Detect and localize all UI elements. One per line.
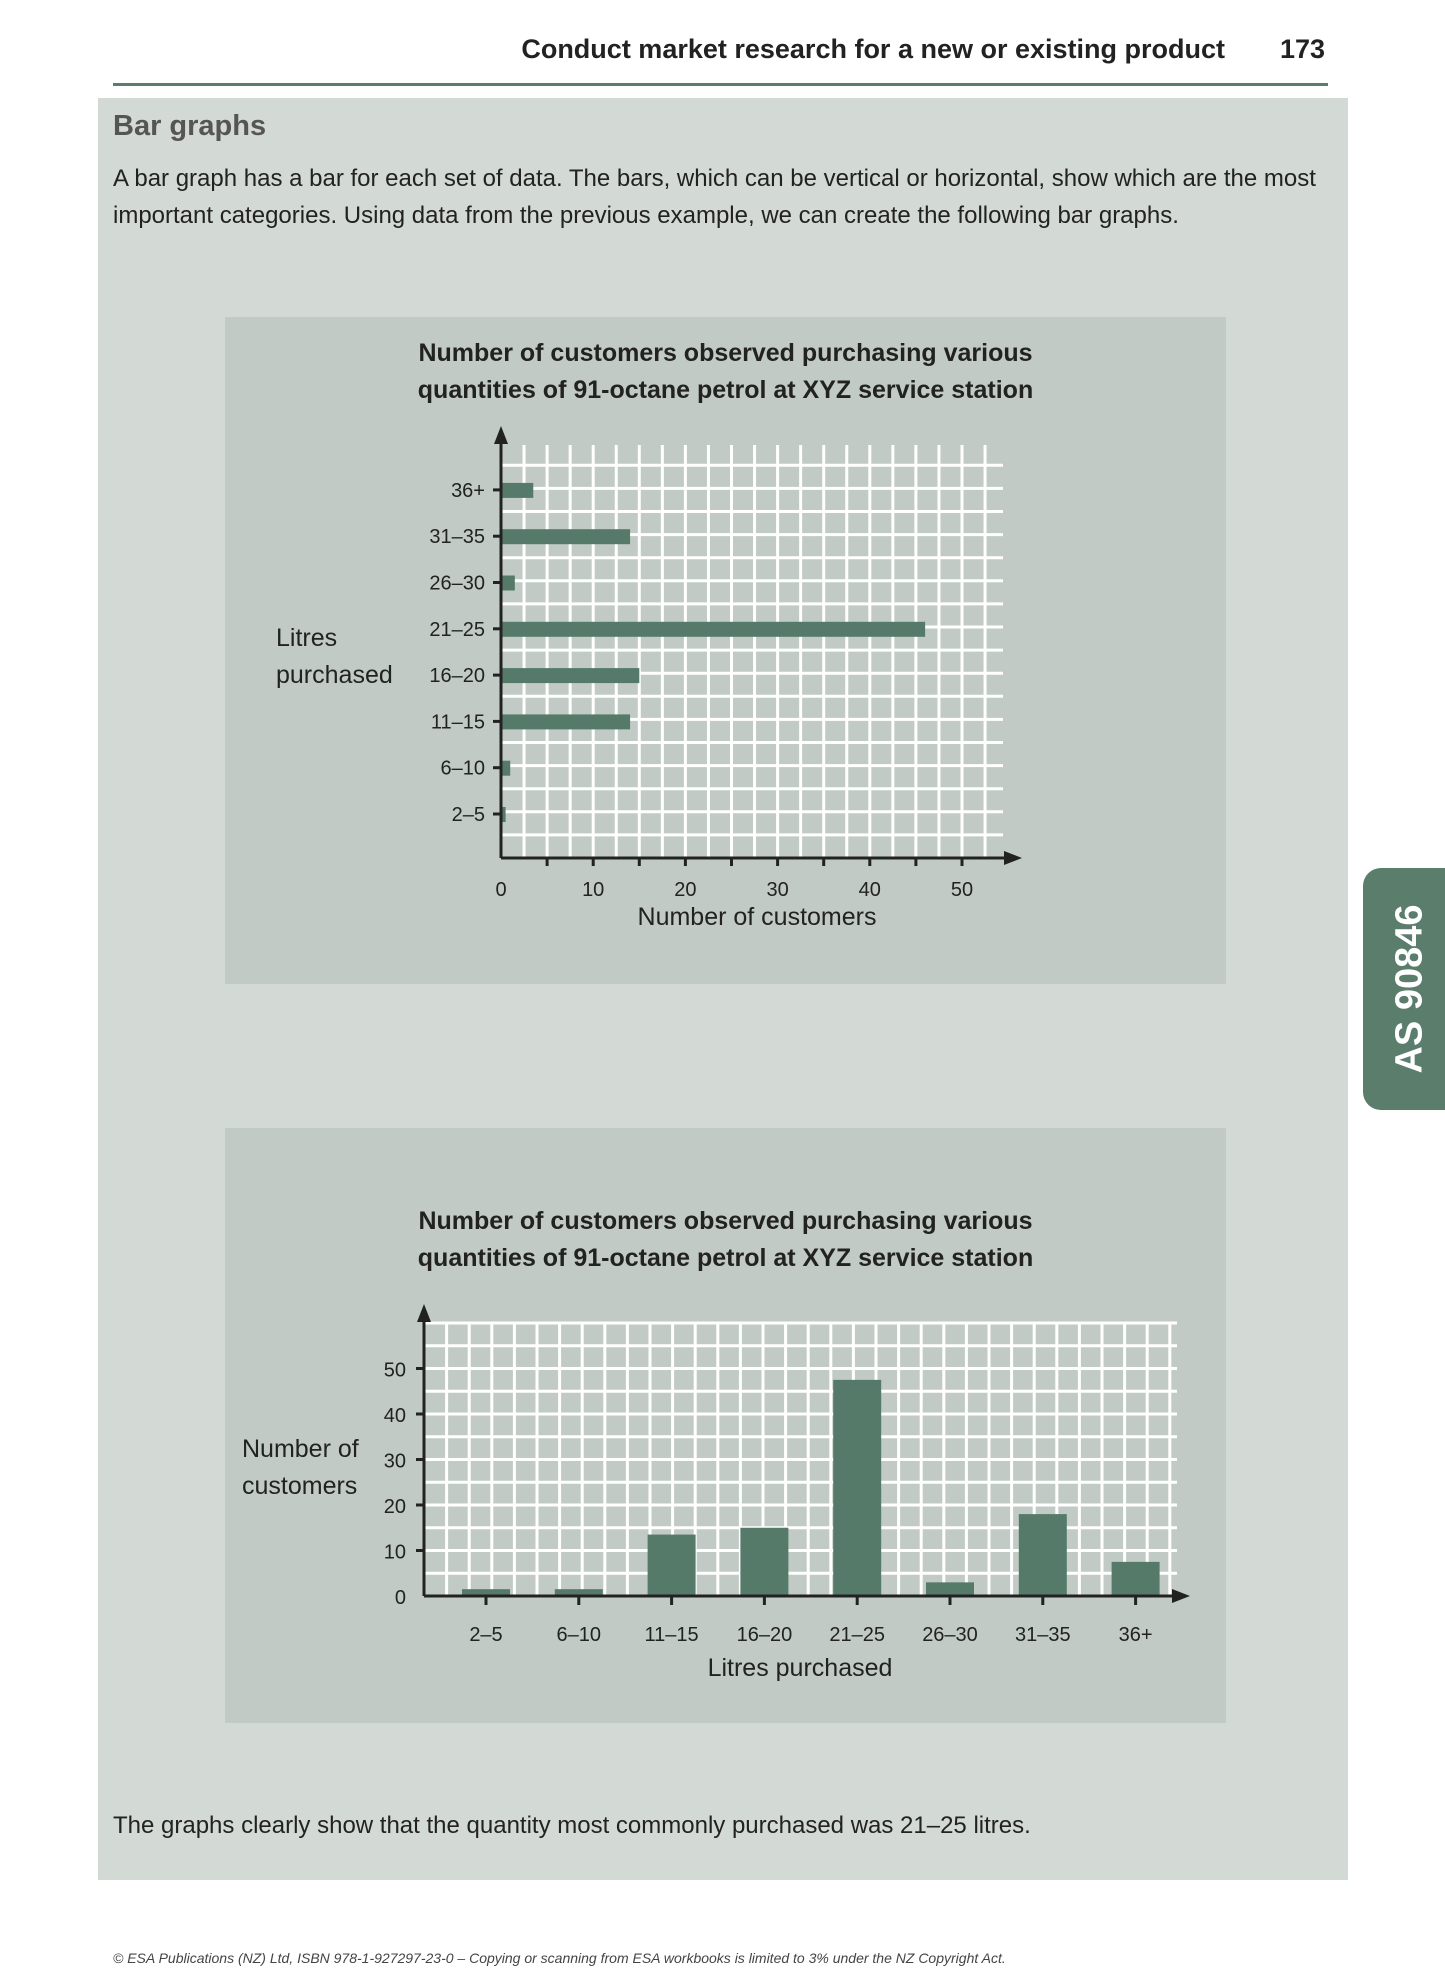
y-tick-label: 6–10	[440, 757, 485, 780]
chart1-title-line2: quantities of 91-octane petrol at XYZ service station	[417, 376, 1034, 404]
y-tick-label: 40	[383, 1405, 406, 1427]
y-tick-label: 20	[383, 1496, 406, 1518]
x-axis-arrow-icon	[1004, 851, 1022, 865]
x-tick-label: 26–30	[922, 1624, 978, 1646]
x-tick-label: 40	[858, 879, 881, 901]
chart2-title-line1: Number of customers observed purchasing various	[418, 1207, 1033, 1235]
y-tick-label: 30	[383, 1450, 406, 1473]
y-tick-label: 2–5	[451, 804, 485, 826]
bar-21–25	[501, 622, 925, 637]
bar-36+	[501, 483, 533, 498]
x-tick-label: 6–10	[556, 1624, 602, 1646]
bar-31–35	[1019, 1514, 1067, 1596]
y-tick-label: 26–30	[429, 572, 485, 595]
x-axis-arrow-icon	[1172, 1589, 1190, 1603]
y-tick-label: 10	[383, 1541, 406, 1564]
x-tick-label: 21–25	[829, 1624, 886, 1646]
y-axis-arrow-icon	[417, 1304, 431, 1322]
chart2-y-axis-title-line2: customers	[242, 1472, 358, 1500]
chart2-y-axis-title-line1: Number of	[242, 1435, 359, 1463]
chart1-plot	[429, 426, 1022, 901]
x-tick-label: 31–35	[1014, 1624, 1071, 1646]
chart1-title-line1: Number of customers observed purchasing various	[418, 339, 1033, 367]
x-tick-label: 30	[766, 879, 789, 901]
section-heading: Bar graphs	[113, 110, 267, 142]
x-tick-label: 20	[674, 879, 697, 901]
side-tab-label: AS 90846	[1388, 904, 1431, 1074]
x-tick-label: 16–20	[736, 1624, 793, 1646]
y-tick-label: 0	[394, 1587, 406, 1609]
bar-31–35	[501, 529, 630, 544]
y-tick-label: 31–35	[429, 526, 485, 549]
intro-paragraph: A bar graph has a bar for each set of data. The bars, which can be vertical or horizontal, show which are the most important categories. Using data from the previous example, we can create the following bar graphs.	[113, 165, 1316, 229]
y-tick-label: 21–25	[429, 618, 485, 641]
bar-16–20	[501, 668, 639, 683]
x-tick-label: 2–5	[469, 1624, 503, 1646]
y-axis-arrow-icon	[494, 426, 508, 444]
bar-36+	[1112, 1562, 1160, 1596]
conclusion-text: The graphs clearly show that the quantity most commonly purchased was 21–25 litres.	[113, 1812, 1031, 1839]
y-tick-label: 16–20	[429, 665, 485, 688]
standard-side-tab	[1363, 868, 1445, 1110]
x-tick-label: 11–15	[644, 1624, 699, 1646]
page-number: 173	[1280, 34, 1326, 64]
running-header-title: Conduct market research for a new or existing product	[521, 34, 1225, 64]
copyright-footer: © ESA Publications (NZ) Ltd, ISBN 978-1-927297-23-0 – Copying or scanning from ESA workbooks is limited to 3% under the NZ Copyright Act.	[113, 1950, 1006, 1966]
bar-16–20	[740, 1528, 788, 1596]
chart2-plot	[384, 1304, 1190, 1646]
chart2-x-axis-title: Litres purchased	[707, 1654, 893, 1682]
bar-26–30	[926, 1582, 974, 1596]
chart1-y-axis-title-line1: Litres	[276, 624, 338, 652]
chart1-x-axis-title: Number of customers	[637, 903, 877, 931]
chart1-y-axis-title-line2: purchased	[276, 661, 393, 689]
x-tick-label: 50	[950, 879, 974, 901]
bar-26–30	[501, 576, 515, 591]
bar-11–15	[648, 1535, 696, 1596]
bar-11–15	[501, 714, 630, 729]
bar-21–25	[833, 1380, 881, 1596]
y-tick-label: 50	[383, 1359, 406, 1382]
x-tick-label: 0	[495, 879, 507, 901]
chart2-title-line2: quantities of 91-octane petrol at XYZ service station	[417, 1244, 1034, 1272]
x-tick-label: 36+	[1118, 1624, 1153, 1646]
y-tick-label: 36+	[451, 479, 485, 502]
y-tick-label: 11–15	[430, 711, 485, 734]
x-tick-label: 10	[582, 879, 605, 901]
